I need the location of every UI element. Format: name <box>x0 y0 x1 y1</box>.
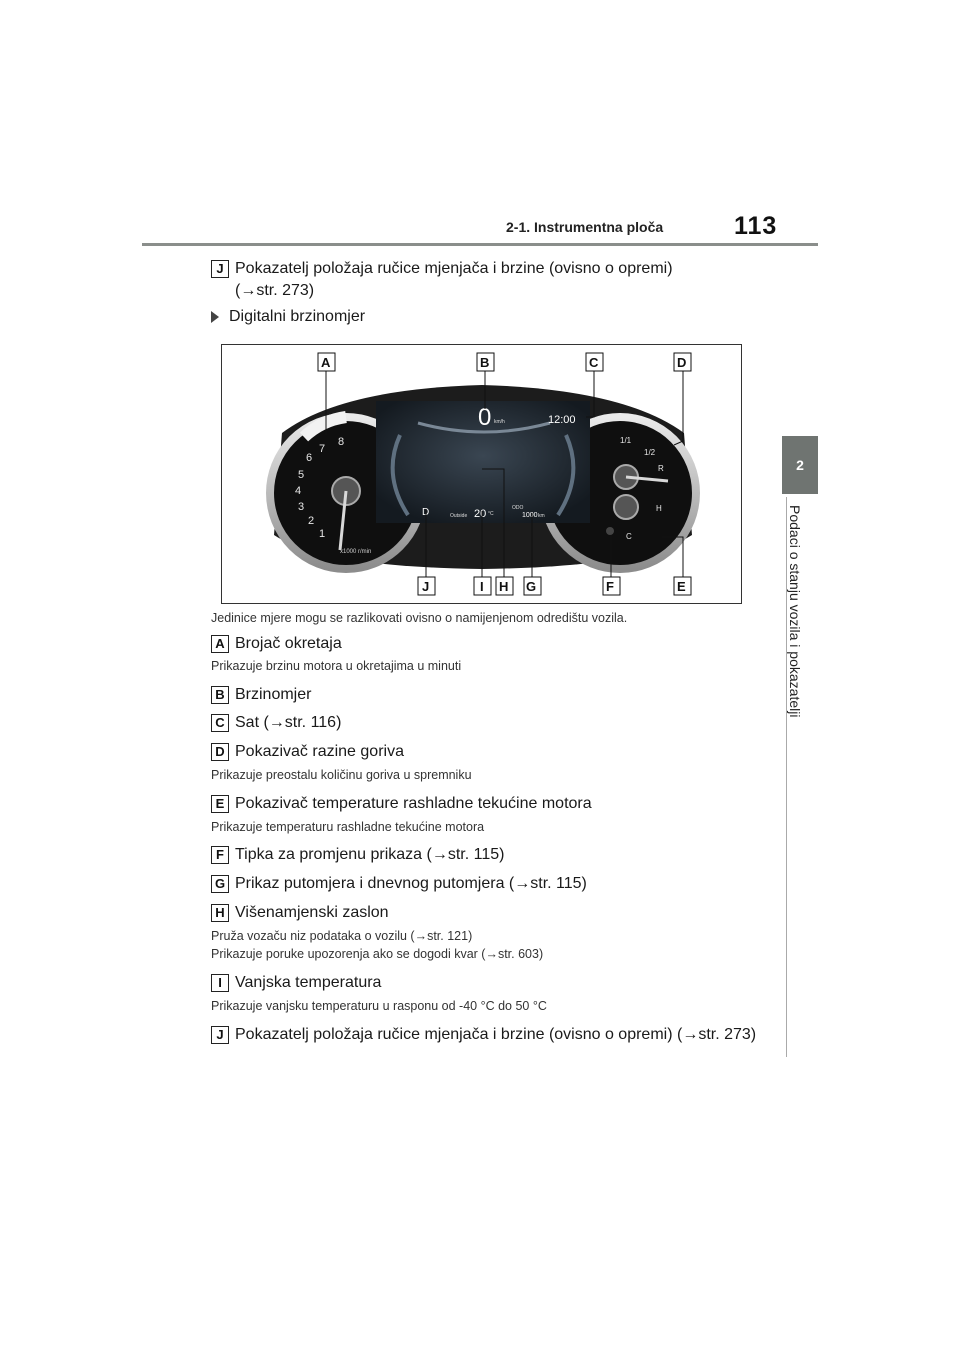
item-title: Višenamjenski zaslon <box>235 904 389 921</box>
item-d-desc: Prikazuje preostalu količinu goriva u spremniku <box>211 768 472 782</box>
letter-badge: E <box>211 795 229 813</box>
fuel-half-label: 1/2 <box>644 448 656 457</box>
callout-d: D <box>677 355 687 370</box>
callout-a: A <box>321 355 331 370</box>
item-a <box>211 633 342 655</box>
item-g <box>211 873 587 895</box>
item-f <box>211 844 504 866</box>
item-e-desc: Prikazuje temperaturu rashladne tekućine motora <box>211 820 485 834</box>
fuel-reserve-label: R <box>658 464 664 473</box>
outside-temp: 20 <box>474 508 487 520</box>
chapter-tab[interactable] <box>782 436 818 494</box>
item-h-desc-2: Prikazuje poruke upozorenja ako se dogodi kvar (→str. 603) <box>211 947 544 961</box>
fuel-full-label: 1/1 <box>620 436 632 445</box>
tach-label-8: 8 <box>338 436 345 448</box>
item-h <box>211 902 389 924</box>
outside-label: Outside <box>450 513 468 519</box>
item-a-desc: Prikazuje brzinu motora u okretajima u minuti <box>211 659 462 673</box>
callout-h: H <box>499 579 509 594</box>
item-title: Sat (→str. 116) <box>235 714 342 731</box>
letter-badge: I <box>211 974 229 992</box>
letter-badge: D <box>211 743 229 761</box>
temp-cold-label: C <box>626 532 632 541</box>
chapter-title-vertical <box>787 505 813 745</box>
tach-label-5: 5 <box>298 469 305 481</box>
item-i <box>211 972 381 994</box>
letter-badge: J <box>211 1026 229 1044</box>
callout-j: J <box>422 579 430 594</box>
intro-item-j-line1: Pokazatelj položaja ručice mjenjača i brzine (ovisno o opremi) <box>235 260 673 277</box>
chapter-title: Podaci o stanju vozila i pokazatelji <box>787 505 803 718</box>
letter-badge: H <box>211 904 229 922</box>
subheading <box>211 308 365 326</box>
odo-label: ODO <box>512 505 524 511</box>
tach-label-3: 3 <box>298 501 305 513</box>
temp-hot-label: H <box>656 504 662 513</box>
tach-label-7: 7 <box>319 443 326 455</box>
item-i-desc: Prikazuje vanjsku temperaturu u rasponu od -40 °C do 50 °C <box>211 999 547 1013</box>
callout-f: F <box>606 579 614 594</box>
cluster-illustration <box>222 345 741 603</box>
callout-i: I <box>480 579 484 594</box>
letter-badge: J <box>211 260 229 278</box>
letter-badge: F <box>211 846 229 864</box>
tach-label-6: 6 <box>306 452 313 464</box>
header-divider <box>142 243 818 246</box>
gear-indicator: D <box>422 507 430 518</box>
page-number: 113 <box>734 212 778 240</box>
callout-g: G <box>526 579 537 594</box>
instrument-cluster-figure <box>221 344 742 604</box>
speed-value: 0 <box>478 404 492 431</box>
item-title: Brojač okretaja <box>235 635 342 652</box>
odo-unit: km <box>538 513 545 519</box>
item-title: Prikaz putomjera i dnevnog putomjera (→str. 115) <box>235 875 587 892</box>
letter-badge: B <box>211 686 229 704</box>
clock: 12:00 <box>548 414 576 426</box>
item-b <box>211 684 311 706</box>
callout-e: E <box>677 579 686 594</box>
speed-unit: km/h <box>494 419 505 425</box>
item-j <box>211 1024 756 1046</box>
letter-badge: G <box>211 875 229 893</box>
section-title: 2-1. Instrumentna ploča <box>506 219 664 235</box>
item-title: Pokazivač razine goriva <box>235 743 404 760</box>
letter-badge: A <box>211 635 229 653</box>
intro-item-j <box>211 258 673 302</box>
display-change-button-dot <box>606 527 614 535</box>
callout-c: C <box>589 355 599 370</box>
intro-item-j-line2: (→str. 273) <box>235 282 315 299</box>
item-title: Pokazivač temperature rashladne tekućine motora <box>235 795 592 812</box>
temp-knob <box>614 495 638 519</box>
callout-b: B <box>480 355 490 370</box>
odo-value: 1000 <box>522 512 538 519</box>
subheading-text: Digitalni brzinomjer <box>229 308 366 325</box>
item-h-desc-1: Pruža vozaču niz podataka o vozilu (→str. 121) <box>211 929 473 943</box>
tach-label-1: 1 <box>319 528 326 540</box>
letter-badge: C <box>211 714 229 732</box>
chapter-number: 2 <box>796 457 804 473</box>
tach-label-2: 2 <box>308 515 315 527</box>
item-d <box>211 741 404 763</box>
item-title: Brzinomjer <box>235 686 312 703</box>
item-title: Tipka za promjenu prikaza (→str. 115) <box>235 846 505 863</box>
triangle-bullet-icon <box>211 311 219 323</box>
figure-caption: Jedinice mjere mogu se razlikovati ovisno o namijenjenom odredištu vozila. <box>211 611 628 625</box>
item-c <box>211 712 341 734</box>
outside-unit: °C <box>488 511 494 517</box>
tach-label-4: 4 <box>295 485 302 497</box>
item-title: Vanjska temperatura <box>235 974 382 991</box>
tach-unit: x1000 r/min <box>340 549 372 555</box>
item-title: Pokazatelj položaja ručice mjenjača i brzine (ovisno o opremi) (→str. 273) <box>235 1026 757 1043</box>
item-e <box>211 793 592 815</box>
